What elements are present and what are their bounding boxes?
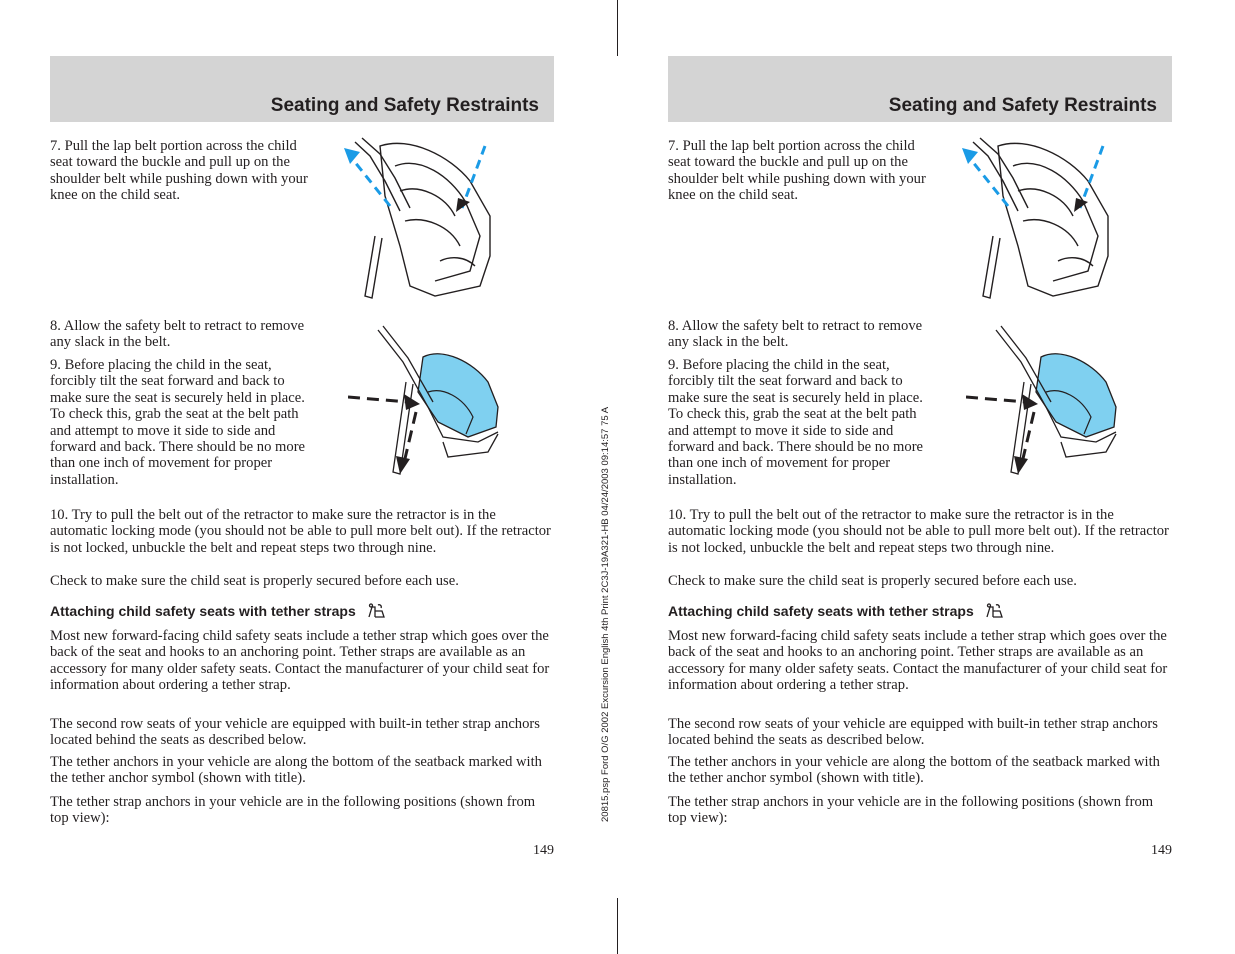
page-header (50, 56, 554, 122)
tether-anchor-location-paragraph: The tether anchors in your vehicle are along the bottom of the seatback marked with the tether anchor symbol (shown with title). (668, 754, 1160, 787)
step-9-text: 9. Before placing the child in the seat, forcibly tilt the seat forward and back to make sure the seat is securely held in place. To check this, grab the seat at the belt path and attempt to move it side to side and forward and back. There should be no more than one inch of movement for proper installation. (50, 357, 306, 488)
tether-section-heading (668, 603, 1006, 619)
tether-anchor-icon (366, 603, 388, 619)
step-10-text: 10. Try to pull the belt out of the retractor to make sure the retractor is in the automatic locking mode (you should not be able to pull more belt out). If the retractor is not locked, unbuckle the belt and repeat steps two through nine. (668, 507, 1169, 556)
crop-mark-top (617, 0, 618, 56)
tether-anchors-second-row-paragraph: The second row seats of your vehicle are equipped with built-in tether strap anchors located behind the seats as described below. (668, 716, 1158, 749)
tether-intro-paragraph: Most new forward-facing child safety seats include a tether strap which goes over the back of the seat and hooks to an anchoring point. Tether straps are available as an accessory for many older safety seats. Contact the manufacturer of your child seat for information about ordering a tether strap. (668, 628, 1168, 694)
page-header (668, 56, 1172, 122)
step-8-text: 8. Allow the safety belt to retract to remove any slack in the belt. (668, 318, 923, 351)
tether-anchor-icon (984, 603, 1006, 619)
tether-intro-paragraph: Most new forward-facing child safety seats include a tether strap which goes over the back of the seat and hooks to an anchoring point. Tether straps are available as an accessory for many older safety seats. Contact the manufacturer of your child seat for information about ordering a tether strap. (50, 628, 550, 694)
tether-anchor-location-paragraph: The tether anchors in your vehicle are along the bottom of the seatback marked with the tether anchor symbol (shown with title). (50, 754, 542, 787)
belt-tightening-illustration (340, 136, 500, 306)
page-left (50, 0, 554, 954)
page-title: Seating and Safety Restraints (270, 95, 539, 116)
page-title: Seating and Safety Restraints (888, 95, 1157, 116)
tether-positions-paragraph: The tether strap anchors in your vehicle are in the following positions (shown from top view): (668, 794, 1154, 827)
seat-tilt-check-illustration (966, 322, 1126, 480)
tether-positions-paragraph: The tether strap anchors in your vehicle are in the following positions (shown from top view): (50, 794, 536, 827)
tether-section-heading (50, 603, 388, 619)
page-number: 149 (1151, 843, 1172, 858)
page-right (668, 0, 1172, 954)
seat-tilt-check-illustration (348, 322, 508, 480)
step-7-text: 7. Pull the lap belt portion across the child seat toward the buckle and pull up on the shoulder belt while pushing down with your knee on the child seat. (50, 138, 308, 204)
tether-section-heading-text: Attaching child safety seats with tether straps (668, 603, 974, 619)
step-10-text: 10. Try to pull the belt out of the retractor to make sure the retractor is in the automatic locking mode (you should not be able to pull more belt out). If the retractor is not locked, unbuckle the belt and repeat steps two through nine. (50, 507, 551, 556)
crop-mark-bottom (617, 898, 618, 954)
belt-tightening-illustration (958, 136, 1118, 306)
tether-section-heading-text: Attaching child safety seats with tether straps (50, 603, 356, 619)
page-number: 149 (533, 843, 554, 858)
print-slug-line: 20815.psp Ford O/G 2002 Excursion English 4th Print 2C3J-19A321-HB 04/24/2003 09:14:57 75 A (600, 406, 611, 822)
step-9-text: 9. Before placing the child in the seat, forcibly tilt the seat forward and back to make sure the seat is securely held in place. To check this, grab the seat at the belt path and attempt to move it side to side and forward and back. There should be no more than one inch of movement for proper installation. (668, 357, 924, 488)
tether-anchors-second-row-paragraph: The second row seats of your vehicle are equipped with built-in tether strap anchors located behind the seats as described below. (50, 716, 540, 749)
check-secured-text: Check to make sure the child seat is properly secured before each use. (668, 573, 1077, 589)
step-7-text: 7. Pull the lap belt portion across the child seat toward the buckle and pull up on the shoulder belt while pushing down with your knee on the child seat. (668, 138, 926, 204)
step-8-text: 8. Allow the safety belt to retract to remove any slack in the belt. (50, 318, 305, 351)
check-secured-text: Check to make sure the child seat is properly secured before each use. (50, 573, 459, 589)
